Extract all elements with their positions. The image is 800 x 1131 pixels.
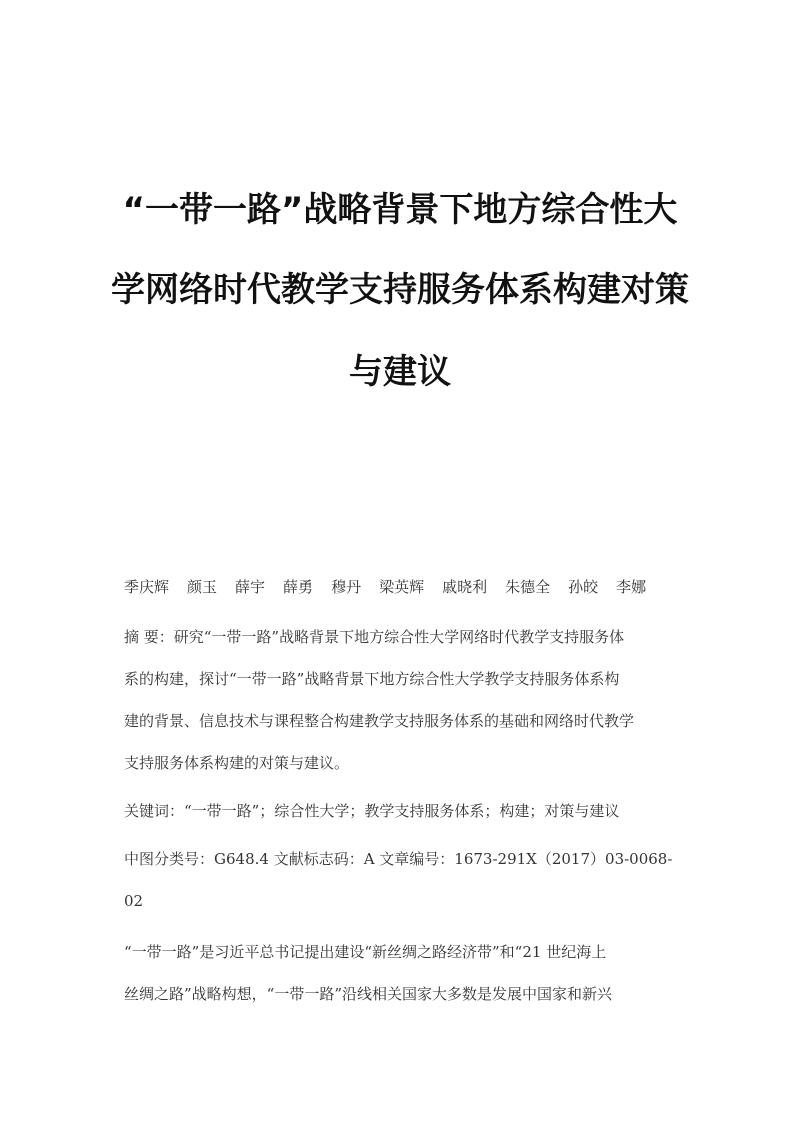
author-name: 戚晓利	[442, 578, 488, 596]
author-name: 穆丹	[331, 578, 362, 596]
author-name: 薛勇	[283, 578, 314, 596]
title-line-2: 学网络时代教学支持服务体系构建对策	[111, 270, 689, 310]
author-list	[124, 577, 684, 597]
abstract-line: 摘 要：研究“一带一路”战略背景下地方综合性大学网络时代教学支持服务体	[124, 628, 625, 646]
author-name: 颜玉	[187, 578, 218, 596]
author-name: 梁英辉	[379, 578, 425, 596]
author-name: 季庆辉	[124, 578, 170, 596]
abstract-line: 建的背景、信息技术与课程整合构建教学支持服务体系的基础和网络时代教学	[124, 712, 635, 730]
body-paragraph-line: “一带一路”是习近平总书记提出建设“新丝绸之路经济带”和“21 世纪海上	[124, 943, 607, 961]
abstract-line: 系的构建，探讨“一带一路”战略背景下地方综合性大学教学支持服务体系构	[124, 670, 620, 688]
author-name: 李娜	[616, 578, 647, 596]
classification-line: 02	[124, 892, 144, 910]
abstract-line: 支持服务体系构建的对策与建议。	[124, 754, 350, 772]
author-name: 孙皎	[568, 578, 599, 596]
body-paragraph-line: 丝绸之路”战略构想，“一带一路”沿线相关国家大多数是发展中国家和新兴	[124, 985, 613, 1003]
author-name: 薛宇	[235, 578, 266, 596]
title-line-3: 与建议	[349, 352, 451, 392]
keywords-line: 关键词：“一带一路”；综合性大学；教学支持服务体系；构建；对策与建议	[124, 802, 620, 820]
title-line-1: “一带一路”战略背景下地方综合性大	[122, 190, 678, 230]
classification-line: 中图分类号：G648.4 文献标志码：A 文章编号：1673-291X（2017）03-0068-	[124, 850, 673, 868]
author-name: 朱德全	[505, 578, 551, 596]
